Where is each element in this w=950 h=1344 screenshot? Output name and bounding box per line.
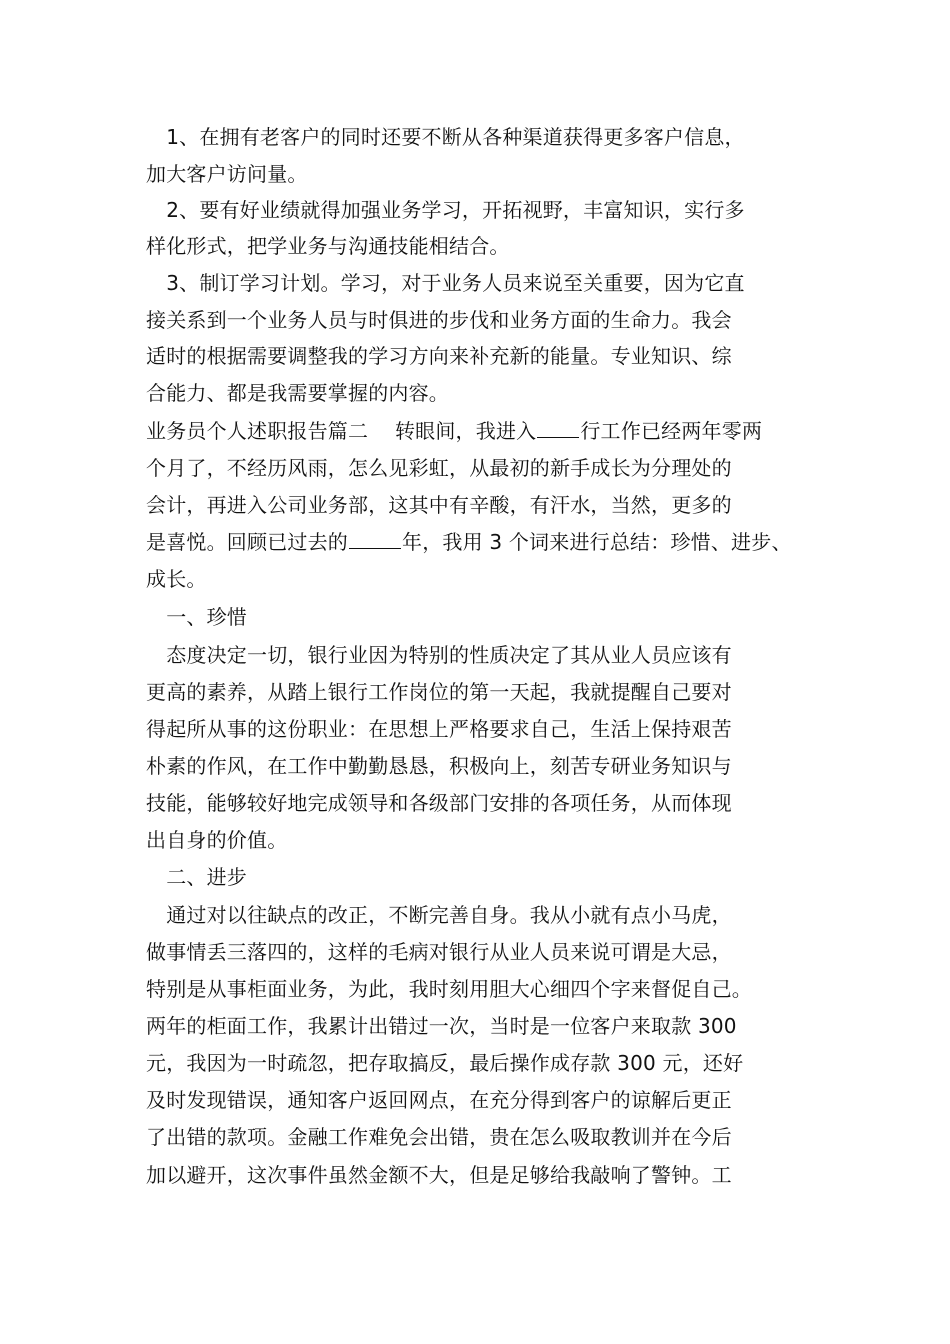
text-line: 合能力、都是我需要掌握的内容。 — [146, 381, 449, 405]
text-line: 朴素的作风，在工作中勤勤恳恳，积极向上，刻苦专研业务知识与 — [146, 754, 732, 778]
text-line: 2、要有好业绩就得加强业务学习，开拓视野，丰富知识，实行多 — [146, 198, 745, 222]
text-line: 两年的柜面工作，我累计出错过一次，当时是一位客户来取款 300 — [146, 1014, 737, 1038]
text-span: 是喜悦。回顾已过去的 — [146, 530, 348, 554]
text-line: 样化形式，把学业务与沟通技能相结合。 — [146, 234, 510, 258]
text-span: 年，我用 3 个词来进行总结：珍惜、进步、 — [402, 530, 792, 554]
text-line: 更高的素养，从踏上银行工作岗位的第一天起，我就提醒自己要对 — [146, 680, 732, 704]
text-span: 行工作已经两年零两 — [580, 419, 763, 443]
subheading: 一、珍惜 — [146, 605, 247, 629]
fill-in-blank — [537, 418, 579, 438]
text-line: 特别是从事柜面业务，为此，我时刻用胆大心细四个字来督促自己。 — [146, 977, 752, 1001]
text-line-with-blank — [146, 529, 792, 555]
text-line: 得起所从事的这份职业：在思想上严格要求自己，生活上保持艰苦 — [146, 717, 732, 741]
text-line: 适时的根据需要调整我的学习方向来补充新的能量。专业知识、综 — [146, 344, 732, 368]
text-line: 技能，能够较好地完成领导和各级部门安排的各项任务，从而体现 — [146, 791, 732, 815]
text-line: 1、在拥有老客户的同时还要不断从各种渠道获得更多客户信息， — [146, 125, 745, 149]
text-line: 做事情丢三落四的，这样的毛病对银行从业人员来说可谓是大忌， — [146, 940, 732, 964]
text-line: 元，我因为一时疏忽，把存取搞反，最后操作成存款 300 元，还好 — [146, 1051, 744, 1075]
section-heading-line — [146, 418, 762, 444]
text-span: 业务员个人述职报告篇二 转眼间，我进入 — [146, 419, 537, 443]
text-line: 个月了，不经历风雨，怎么见彩虹，从最初的新手成长为分理处的 — [146, 456, 732, 480]
text-line: 加大客户访问量。 — [146, 162, 308, 186]
text-line: 了出错的款项。金融工作难免会出错，贵在怎么吸取教训并在今后 — [146, 1125, 732, 1149]
fill-in-blank — [349, 529, 401, 549]
text-line: 及时发现错误，通知客户返回网点，在充分得到客户的谅解后更正 — [146, 1088, 732, 1112]
subheading: 二、进步 — [146, 865, 247, 889]
text-line: 成长。 — [146, 567, 207, 591]
text-line: 通过对以往缺点的改正，不断完善自身。我从小就有点小马虎， — [146, 903, 732, 927]
text-line: 出自身的价值。 — [146, 828, 288, 852]
text-line: 3、制订学习计划。学习，对于业务人员来说至关重要，因为它直 — [146, 271, 745, 295]
text-line: 接关系到一个业务人员与时俱进的步伐和业务方面的生命力。我会 — [146, 308, 732, 332]
text-line: 态度决定一切，银行业因为特别的性质决定了其从业人员应该有 — [146, 643, 732, 667]
text-line: 加以避开，这次事件虽然金额不大，但是足够给我敲响了警钟。工 — [146, 1163, 732, 1187]
text-line: 会计，再进入公司业务部，这其中有辛酸，有汗水，当然，更多的 — [146, 493, 732, 517]
